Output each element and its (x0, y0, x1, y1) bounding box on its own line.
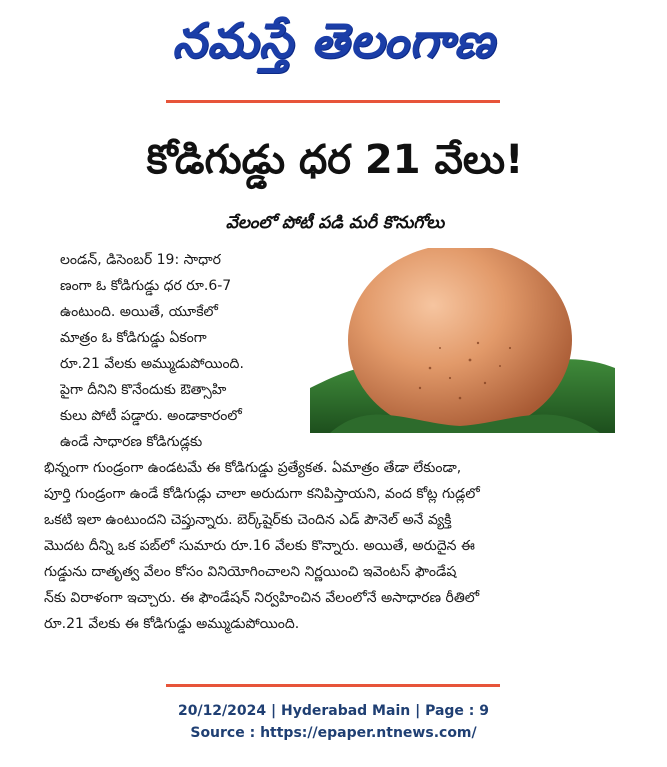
article-line: న్‌కు విరాళంగా ఇచ్చారు. ఈ ఫౌండేషన్ నిర్వహించిన వేలంలోనే అసాధారణ రీతిలో (44, 590, 480, 606)
article-line: గుడ్డును దాతృత్వ వేలం కోసం వినియోగించాలని నిర్ణయించి ఇవెంటస్ ఫౌండేష (44, 564, 457, 580)
bottom-divider (166, 684, 500, 687)
article-body (44, 247, 620, 637)
article-line: మొదట దీన్ని ఒక పబ్‌లో సుమారు రూ.16 వేలకు కొన్నారు. అయితే, అరుదైన ఈ (44, 538, 475, 554)
article-line: భిన్నంగా గుండ్రంగా ఉండటమే ఈ కోడిగుడ్డు ప్రత్యేకత. ఏమాత్రం తేడా లేకుండా, (44, 460, 462, 476)
article-line: ఉండే సాధారణ కోడిగుడ్లకు (60, 434, 203, 450)
article-line: పైగా దీనిని కొనేందుకు ఔత్సాహి (60, 382, 227, 398)
article-line: కులు పోటీ పడ్డారు. అండాకారంలో (60, 408, 242, 424)
article-line: మాత్రం ఓ కోడిగుడ్డు ఏకంగా (60, 330, 207, 346)
article-subheadline: వేలంలో పోటీ పడి మరీ కొనుగోలు (225, 213, 445, 233)
article-line: ఉంటుంది. అయితే, యూకేలో (60, 304, 218, 320)
article-headline: కోడిగుడ్డు ధర 21 వేలు! (146, 137, 524, 183)
article-line: రూ.21 వేలకు అమ్ముడుపోయింది. (60, 356, 244, 372)
article-line: పూర్తి గుండ్రంగా ఉండే కోడిగుడ్లు చాలా అరుదుగా కనిపిస్తాయని, వంద కోట్ల గుడ్లలో (44, 486, 480, 502)
article-line: లండన్, డిసెంబర్ 19: సాధార (60, 252, 221, 268)
article-line: ఒకటి ఇలా ఉంటుందని చెప్తున్నారు. బెర్క్‌షైర్‌కు చెందిన ఎడ్ పౌనెల్ అనే వ్యక్తి (44, 512, 452, 528)
top-divider (166, 100, 500, 103)
newspaper-masthead: నమస్తే తెలంగాణ (172, 13, 495, 69)
article-line: ణంగా ఓ కోడిగుడ్డు ధర రూ.6-7 (60, 278, 232, 294)
source-link[interactable]: Source : https://epaper.ntnews.com/ (190, 725, 477, 741)
publication-info: 20/12/2024 | Hyderabad Main | Page : 9 (177, 703, 490, 719)
source-footer (0, 700, 667, 744)
article-line: రూ.21 వేలకు ఈ కోడిగుడ్డు అమ్ముడుపోయింది. (44, 616, 300, 632)
